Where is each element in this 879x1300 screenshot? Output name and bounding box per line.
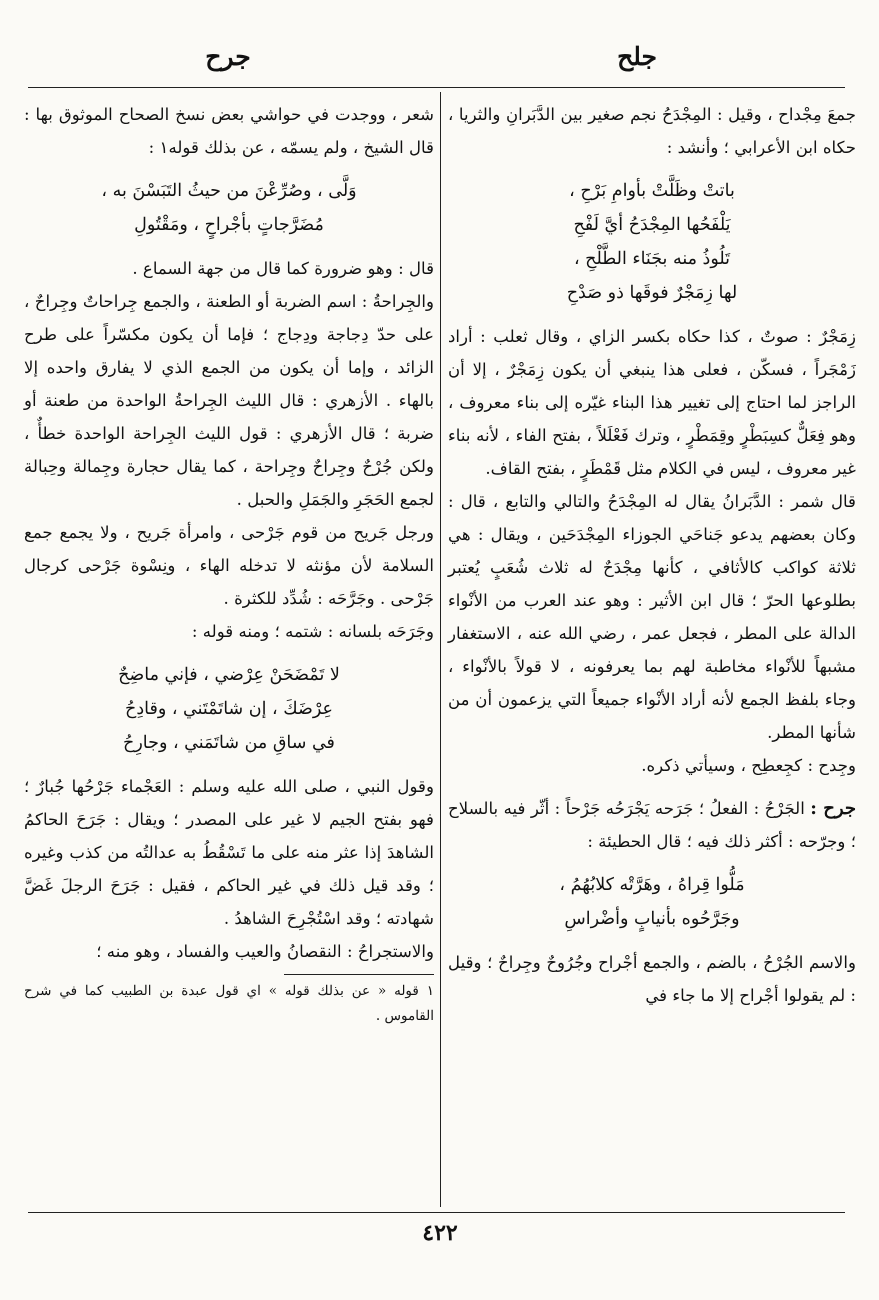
- paragraph: ورجل جَريح من قوم جَرْحى ، وامرأة جَريح ، ولا يجمع جمع السلامة لأن مؤنثه لا تدخله الهاء ، ونِسْوة جَرْحى كرجال جَرْحى . وجَرَّحَه : شُدِّد للكثرة .: [24, 523, 434, 608]
- paragraph: قال : وهو ضرورة كما قال من جهة السماع .: [132, 259, 434, 278]
- footnote-rule: [284, 974, 434, 975]
- paragraph: والاستجراحُ : النقصانُ والعيب والفساد ، وهو منه ؛: [96, 942, 434, 961]
- header-rule: [28, 87, 845, 88]
- paragraph: وجِدح : كجِعطِح ، وسيأتي ذكره.: [641, 756, 856, 775]
- entry-headword: جرح :: [810, 798, 856, 819]
- paragraph: وجَرَحَه بلسانه : شتمه ؛ ومنه قوله :: [191, 622, 434, 641]
- verse-line: باتتْ وظَلَّتْ بأوامِ بَرْحِ ،: [569, 181, 735, 201]
- running-header-left: جرح: [205, 42, 251, 71]
- paragraph: شعر ، ووجدت في حواشي بعض نسخ الصحاح الموثوق بها : قال الشيخ ، ولم يسمّه ، عن بذلك قوله١ :: [24, 105, 434, 157]
- verse-line: تَلُوذُ منه بجَنَاء الطَّلْحِ ،: [573, 249, 731, 269]
- paragraph: زِمَجْرٌ : صوتٌ ، كذا حكاه بكسر الزاي ، وقال ثعلب : أراد زَمْجَراً ، فسكّن ، فعلى هذا ينبغي أن يكون زِمَجْرٌ ، إلا أن الراجز لما احتاج إلى تغيير هذا البناء غيّره إلى بناء معروف ، وهو فِعَلٌّ كسِبَطْرٍ وقِمَطْرٍ ، وترك فَعْلَلاً ، بفتح الفاء ، لأنه بناء غير معروف ، ليس في الكلام مثل قَمْطَرٍ ، بفتح القاف.: [448, 327, 856, 478]
- paragraph: قال شمر : الدَّبَرانُ يقال له المِجْدَحُ والتالي والتابع ، قال : وكان بعضهم يدعو جَناحَي الجوزاء المِجْدَحَين ، ويقال : هي ثلاثة كواكب كالأثافي ، كأنها مِجْدَحٌ له ثلاث شُعَبٍ يُعتبر بطلوعها الحرّ ؛ قال ابن الأثير : وهو عند العرب من الأنْواء الدالة على المطر ، فجعل عمر ، رضي الله عنه ، الاستغفار مشبهاً للأنْواء مخاطبة لهم بما يعرفونه ، لا قولاً بالأنْواء ، وجاء بلفظ الجمع لأنه أراد الأنْواء جميعاً التي يزعمون أن من شأنها المطر.: [448, 492, 856, 742]
- column-divider: [440, 92, 441, 1207]
- verse-line: يَلْفَحُها المِجْدَحُ أيَّ لَفْحِ: [573, 215, 731, 235]
- page-number: ٤٢٢: [422, 1220, 458, 1246]
- verse-line: مُضَرَّجاتٍ بأجْراحٍ ، ومَقْتُولِ: [134, 215, 324, 235]
- paragraph: جمعَ مِجْداح ، وقيل : المِجْدَحُ نجم صغير بين الدَّبَرانِ والثريا ، حكاه ابن الأعرابي ؛ وأنشد :: [448, 105, 856, 157]
- entry-paragraph: [448, 792, 856, 858]
- paragraph: والجِراحةُ : اسم الضربة أو الطعنة ، والجمع جِراحاتٌ وجِراحٌ ، على حدّ دِجاجة ودِجاج ؛ فإما أن يكون مكسّراً على طرح الزائد ، وإما أن يكون من الجمع الذي لا يفارق واحده إلا بالهاء . الأزهري : قال الليث الجِراحةُ الواحدة من طعنة أو ضربة ؛ قال الأزهري : قول الليث الجِراحة الواحدة خطأٌ ، ولكن جُرْحٌ وجِراحٌ وجِراحة ، كما يقال حجارة وجِمالة وحِبالة لجمع الحَجَرِ والجَمَلِ والحبل .: [24, 292, 434, 509]
- entry-text: الجَرْحُ : الفعلُ ؛ جَرَحه يَجْرَحُه جَرْحاً : أثّر فيه بالسلاح ؛ وجرّحه : أكثر ذلك فيه ؛ قال الحطيئة :: [448, 799, 856, 851]
- left-column: [24, 98, 434, 1029]
- right-column: [448, 98, 856, 1012]
- verse-line: لها زِمَجْرٌ فوقَها ذو صَدْحِ: [566, 283, 738, 303]
- paragraph: والاسم الجُرْحُ ، بالضم ، والجمع أجْراح وجُرُوحٌ وجِراحٌ ؛ وقيل : لم يقولوا أجْراح إلا ما جاء في: [448, 953, 856, 1005]
- verse-line: مَلُّوا قِراهُ ، وهَرَّتْه كلابُهُمُ ،: [559, 875, 745, 895]
- verse-line: عِرْضَكَ ، إن شاتَمْتَني ، وقادِحُ: [125, 699, 333, 719]
- paragraph: وقول النبي ، صلى الله عليه وسلم : العَجْماء جَرْحُها جُبارٌ ؛ فهو بفتح الجيم لا غير على المصدر ؛ ويقال : جَرَحَ الحاكمُ الشاهدَ إذا عثر منه على ما تَسْقُطُ به عدالتُه من كذب وغيره ؛ وقد قيل ذلك في غير الحاكم ، فقيل : جَرَحَ الرجلَ غَضَّ شهادته ؛ وقد اسْتُجْرِحَ الشاهدُ .: [24, 777, 434, 928]
- verse-line: وَلَّى ، وصُرِّعْنَ من حيثُ التَبَسْنَ به ،: [101, 181, 357, 201]
- footer-rule: [28, 1212, 845, 1213]
- verse-line: لا تَمْضَحَنْ عِرْضي ، فإني ماضِحٌ: [118, 665, 340, 685]
- footnote: ١ قوله « عن بذلك قوله » اي قول عبدة بن الطبيب كما في شرح القاموس .: [24, 983, 434, 1024]
- verse-line: في ساقِ من شاتَمَني ، وجارِحُ: [123, 733, 335, 753]
- running-header-right: جلح: [617, 42, 657, 71]
- verse-line: وجَرَّحُوه بأنيابٍ وأضْراسِ: [564, 909, 740, 929]
